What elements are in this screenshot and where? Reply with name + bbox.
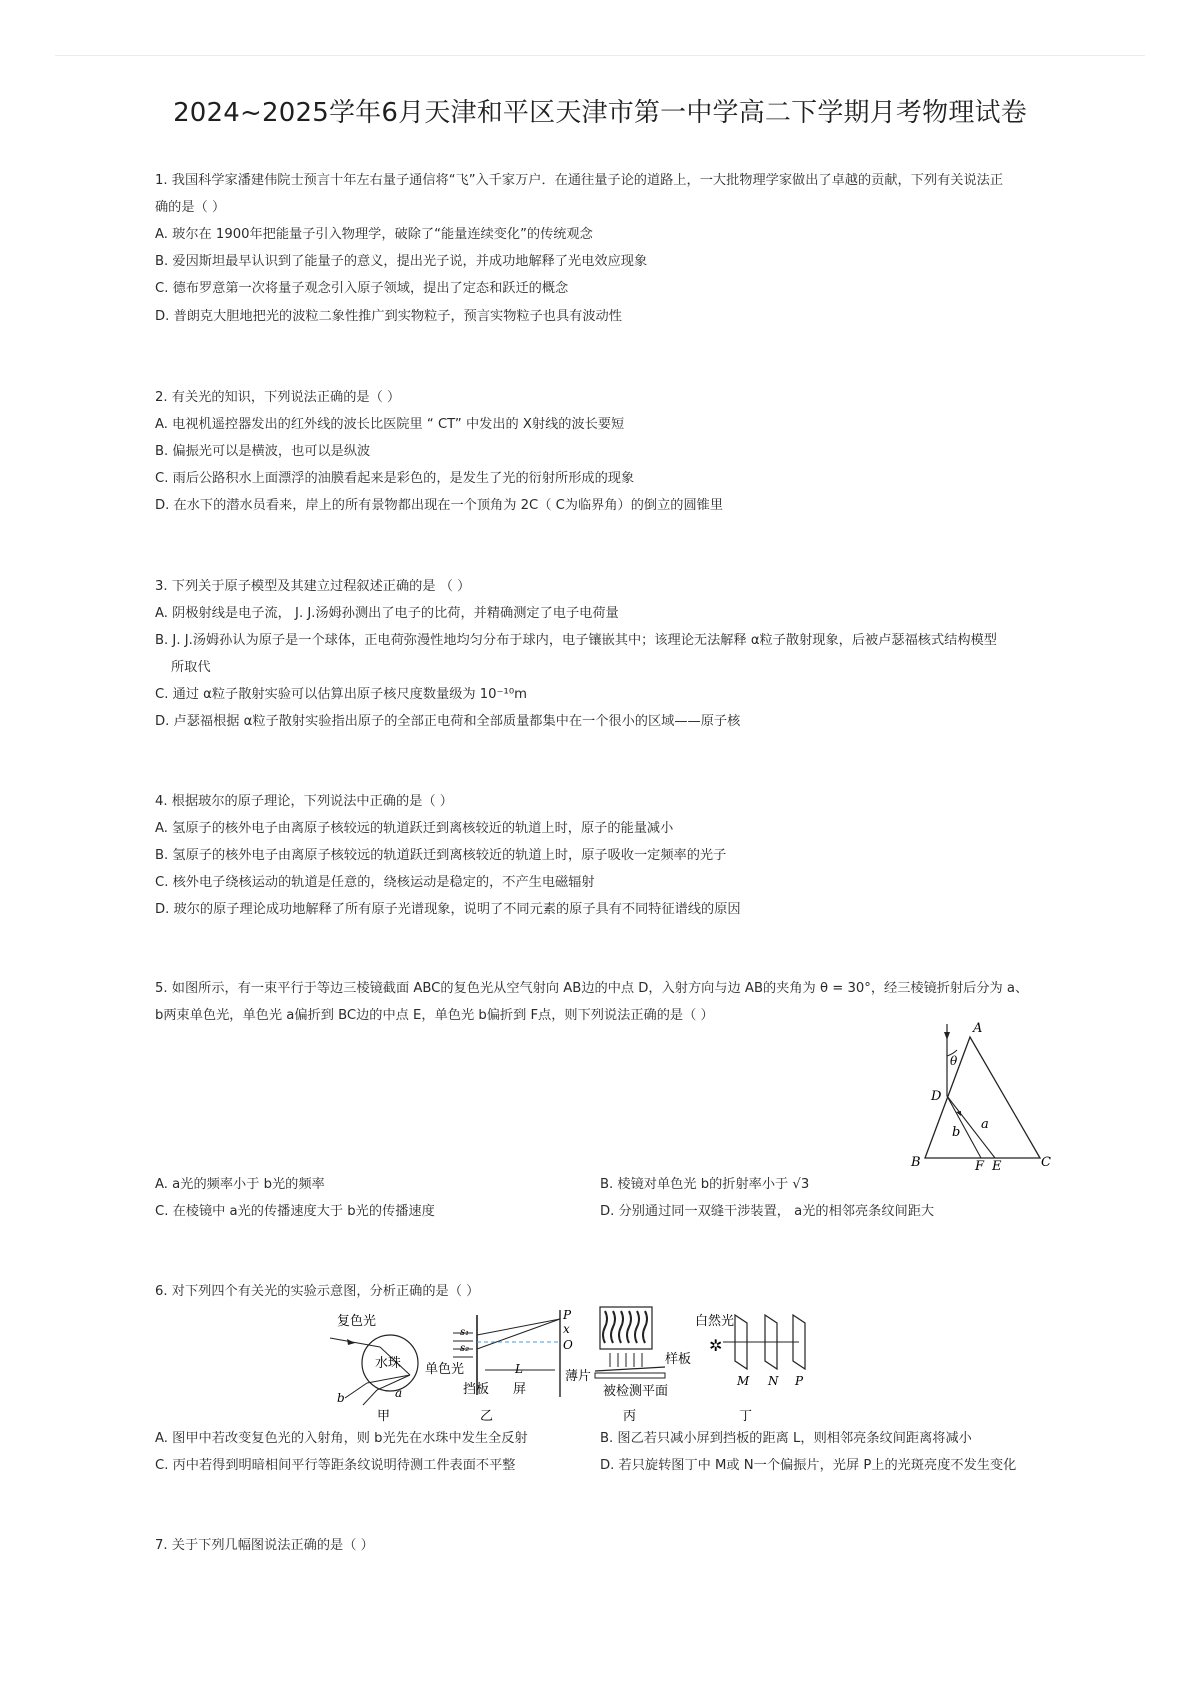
yi-board-label: 挡板 xyxy=(463,1382,490,1397)
q2-option-d[interactable]: D. 在水下的潜水员看来，岸上的所有景物都出现在一个顶角为 2C（ C为临界角）的倒立的圆锥里 xyxy=(155,498,724,513)
q3-option-d[interactable]: D. 卢瑟福根据 α粒子散射实验指出原子的全部正电荷和全部质量都集中在一个很小的区域——原子核 xyxy=(155,714,741,729)
q6-stem: 6. 对下列四个有关光的实验示意图，分析正确的是（ ） xyxy=(155,1284,480,1299)
q5-option-b[interactable]: B. 棱镜对单色光 b的折射率小于 √3 xyxy=(600,1177,810,1192)
prism-diagram xyxy=(895,1020,1055,1170)
yi-screen-label: 屏 xyxy=(513,1382,527,1397)
q6-option-c[interactable]: C. 丙中若得到明暗相间平行等距条纹说明待测工件表面不平整 xyxy=(155,1458,516,1473)
q2-stem: 2. 有关光的知识，下列说法正确的是（ ） xyxy=(155,390,401,405)
vertex-b-label: B xyxy=(911,1155,921,1170)
yi-l-label: L xyxy=(515,1362,523,1376)
ding-m-label: M xyxy=(737,1374,750,1388)
test-plane xyxy=(595,1373,665,1378)
jia-light-label: 复色光 xyxy=(337,1314,377,1329)
ding-caption: 丁 xyxy=(739,1409,753,1423)
q3-option-b-cont: 所取代 xyxy=(171,660,211,675)
figure-bing xyxy=(565,1307,691,1423)
q6-option-d[interactable]: D. 若只旋转图丁中 M或 N一个偏振片，光屏 P上的光斑亮度不发生变化 xyxy=(600,1458,1017,1473)
q3-option-a[interactable]: A. 阴极射线是电子流， J. J.汤姆孙测出了电子的比荷，并精确测定了电子电荷量 xyxy=(155,606,619,621)
yi-mono-label: 单色光 xyxy=(425,1362,465,1377)
bing-film-label: 薄片 xyxy=(565,1369,592,1384)
yi-x-label: x xyxy=(563,1322,570,1336)
yi-p-label: P xyxy=(563,1308,572,1322)
point-f-label: F xyxy=(975,1159,985,1170)
q5-stem-line2: b两束单色光，单色光 a偏折到 BC边的中点 E，单色光 b偏折到 F点，则下列说法正确的是（ ） xyxy=(155,1008,714,1023)
yi-caption: 乙 xyxy=(480,1409,494,1423)
q3-stem: 3. 下列关于原子模型及其建立过程叙述正确的是 （ ） xyxy=(155,579,471,594)
jia-drop-label: 水珠 xyxy=(375,1356,402,1371)
q3-option-b[interactable]: B. J. J.汤姆孙认为原子是一个球体，正电荷弥漫性地均匀分布于球内，电子镶嵌其中；该理论无法解释 α粒子散射现象，后被卢瑟福核式结构模型 xyxy=(155,633,997,648)
figure-jia xyxy=(330,1313,418,1423)
prism-triangle xyxy=(925,1037,1040,1158)
q1-option-a[interactable]: A. 玻尔在 1900年把能量子引入物理学，破除了“能量连续变化”的传统观念 xyxy=(155,227,593,242)
ding-light-label: 白然光 xyxy=(695,1314,735,1329)
q1-option-b[interactable]: B. 爱因斯坦最早认识到了能量子的意义，提出光子说，并成功地解释了光电效应现象 xyxy=(155,254,648,269)
q7-stem: 7. 关于下列几幅图说法正确的是（ ） xyxy=(155,1538,374,1553)
q6-option-a[interactable]: A. 图甲中若改变复色光的入射角，则 b光先在水珠中发生全反射 xyxy=(155,1431,528,1446)
ding-n-label: N xyxy=(768,1374,779,1388)
yi-s2-label: s₂ xyxy=(460,1343,470,1354)
q4-stem: 4. 根据玻尔的原子理论，下列说法中正确的是（ ） xyxy=(155,794,453,809)
q4-option-b[interactable]: B. 氢原子的核外电子由离原子核较远的轨道跃迁到离核较近的轨道上时，原子吸收一定频率的光子 xyxy=(155,848,727,863)
q2-option-a[interactable]: A. 电视机遥控器发出的红外线的波长比医院里 “ CT” 中发出的 X射线的波长要短 xyxy=(155,417,625,432)
page-title: 2024~2025学年6月天津和平区天津市第一中学高二下学期月考物理试卷 xyxy=(173,98,1027,128)
q6-option-b[interactable]: B. 图乙若只减小屏到挡板的距离 L，则相邻亮条纹间距离将减小 xyxy=(600,1431,972,1446)
yi-o-label: O xyxy=(563,1338,573,1352)
q5-option-c[interactable]: C. 在棱镜中 a光的传播速度大于 b光的传播速度 xyxy=(155,1204,435,1219)
bing-sample-label: 样板 xyxy=(665,1352,692,1367)
jia-a-label: a xyxy=(395,1386,403,1400)
q5-option-d[interactable]: D. 分别通过同一双缝干涉装置， a光的相邻亮条纹间距大 xyxy=(600,1204,935,1219)
q3-option-c[interactable]: C. 通过 α粒子散射实验可以估算出原子核尺度数量级为 10⁻¹⁰m xyxy=(155,687,527,702)
light-source-icon: ✲ xyxy=(709,1336,723,1355)
q2-option-c[interactable]: C. 雨后公路积水上面漂浮的油膜看起来是彩色的，是发生了光的衍射所形成的现象 xyxy=(155,471,635,486)
arrow-head-icon xyxy=(944,1032,950,1040)
q5-option-a[interactable]: A. a光的频率小于 b光的频率 xyxy=(155,1177,325,1192)
bing-caption: 丙 xyxy=(623,1409,637,1423)
q1-stem-line2: 确的是（ ） xyxy=(155,200,226,215)
jia-caption: 甲 xyxy=(377,1409,391,1423)
q2-option-b[interactable]: B. 偏振光可以是横波，也可以是纵波 xyxy=(155,444,371,459)
bing-plane-label: 被检测平面 xyxy=(603,1384,669,1399)
ding-p-label: P xyxy=(795,1374,804,1388)
yi-s1-label: s₁ xyxy=(460,1327,470,1338)
q5-stem-line1: 5. 如图所示，有一束平行于等边三棱镜截面 ABC的复色光从空气射向 AB边的中点 D，入射方向与边 AB的夹角为 θ = 30°，经三棱镜折射后分为 a、 xyxy=(155,981,1029,996)
jia-b-label: b xyxy=(337,1391,345,1405)
header-rule xyxy=(55,55,1145,56)
figure-ding xyxy=(695,1313,805,1423)
optics-experiments-figure xyxy=(325,1305,880,1423)
vertex-a-label: A xyxy=(973,1021,983,1036)
ray-b-label: b xyxy=(952,1125,961,1140)
q1-stem-line1: 1. 我国科学家潘建伟院士预言十年左右量子通信将“飞”入千家万户．在通往量子论的道路上，一大批物理学家做出了卓越的贡献，下列有关说法正 xyxy=(155,173,1004,188)
theta-label: θ xyxy=(950,1054,958,1068)
q1-option-c[interactable]: C. 德布罗意第一次将量子观念引入原子领域，提出了定态和跃迁的概念 xyxy=(155,281,569,296)
q4-option-a[interactable]: A. 氢原子的核外电子由离原子核较远的轨道跃迁到离核较近的轨道上时，原子的能量减小 xyxy=(155,821,674,836)
q4-option-d[interactable]: D. 玻尔的原子理论成功地解释了所有原子光谱现象，说明了不同元素的原子具有不同特征谱线的原因 xyxy=(155,902,741,917)
vertex-c-label: C xyxy=(1041,1155,1051,1170)
q4-option-c[interactable]: C. 核外电子绕核运动的轨道是任意的，绕核运动是稳定的，不产生电磁辐射 xyxy=(155,875,595,890)
ray-a-label: a xyxy=(981,1117,989,1132)
point-d-label: D xyxy=(931,1089,942,1104)
point-e-label: E xyxy=(992,1159,1002,1170)
sample-plate xyxy=(595,1367,665,1371)
q1-option-d[interactable]: D. 普朗克大胆地把光的波粒二象性推广到实物粒子，预言实物粒子也具有波动性 xyxy=(155,309,622,324)
figure-yi xyxy=(425,1308,573,1423)
